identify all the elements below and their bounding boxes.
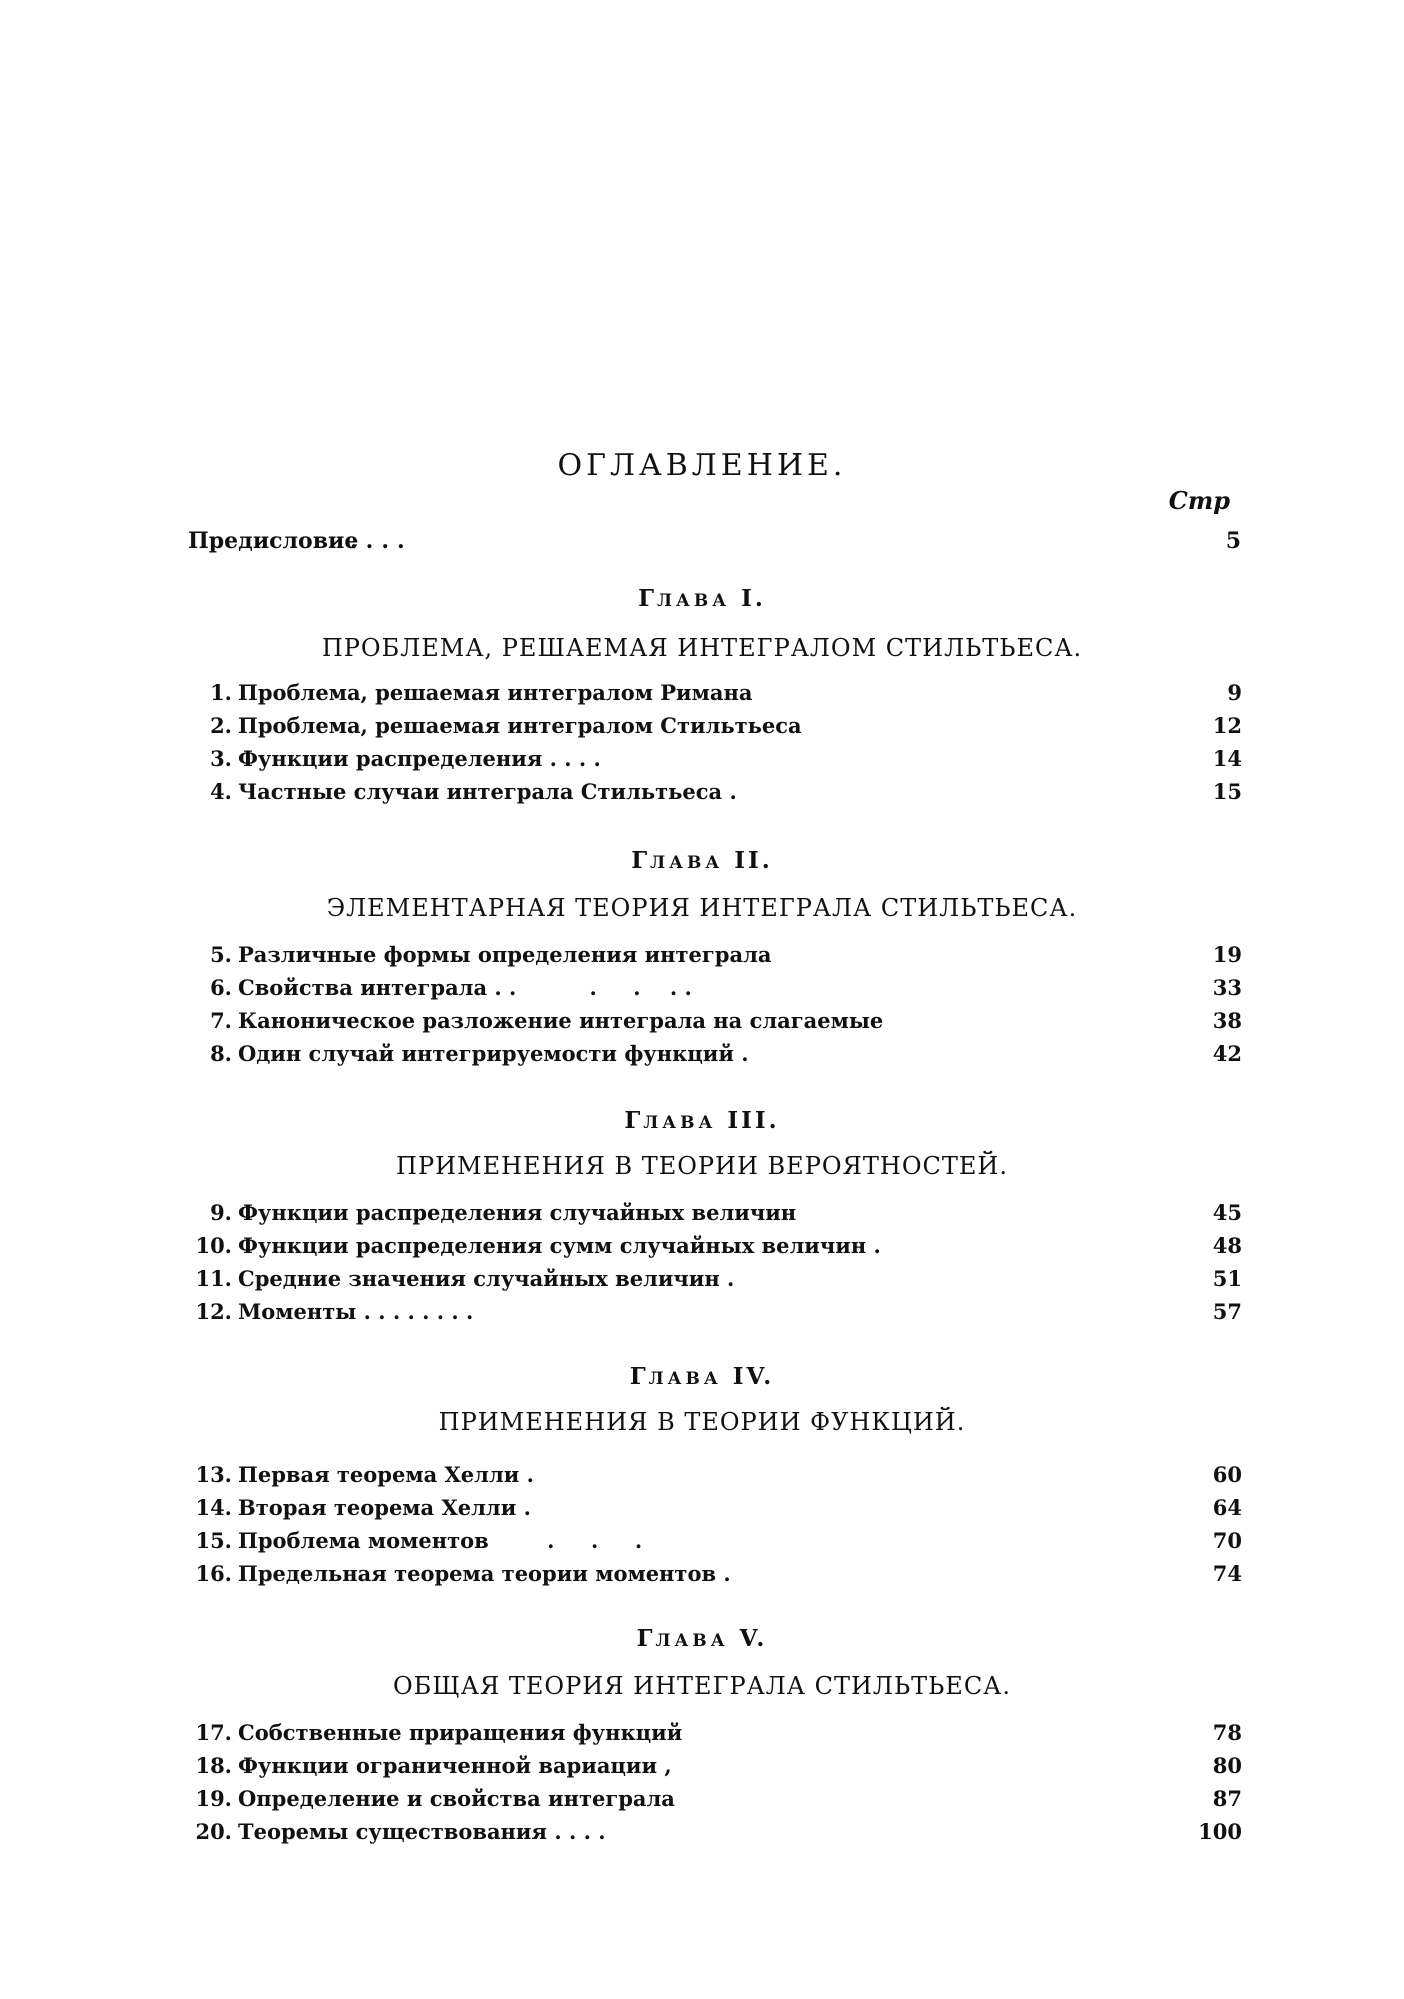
entry-page: 51	[1212, 1266, 1242, 1291]
entry-page: 48	[1212, 1233, 1242, 1258]
chapter-label-initial: Г	[638, 585, 657, 612]
chapter-1-label	[0, 584, 1404, 616]
preface-entry	[188, 526, 1241, 556]
entry-number: 7.	[210, 1008, 232, 1033]
toc-entry	[188, 1491, 1242, 1524]
entry-page: 78	[1212, 1720, 1242, 1745]
entry-number: 6.	[210, 975, 232, 1000]
entry-page: 33	[1212, 975, 1242, 1000]
entry-number: 5.	[210, 942, 232, 967]
chapter-label-initial: Г	[636, 1625, 656, 1652]
toc-entry	[188, 1295, 1242, 1328]
chapter-5-entries	[188, 1716, 1242, 1848]
chapter-label-word: ЛАВА	[657, 591, 731, 611]
chapter-5-label	[0, 1624, 1404, 1656]
entry-title: Проблема, решаемая интегралом Стильтьеса	[238, 713, 802, 738]
chapter-2-label	[0, 846, 1404, 878]
entry-title: Частные случаи интеграла Стильтьеса .	[238, 779, 737, 804]
entry-page: 9	[1227, 680, 1242, 705]
toc-entry	[188, 742, 1242, 775]
chapter-label-number: II.	[734, 847, 773, 874]
entry-page: 15	[1212, 779, 1242, 804]
entry-page: 74	[1212, 1561, 1242, 1586]
entry-page: 14	[1212, 746, 1242, 771]
chapter-2-title: ЭЛЕМЕНТАРНАЯ ТЕОРИЯ ИНТЕГРАЛА СТИЛЬТЬЕСА.	[326, 894, 1078, 922]
entry-number: 19.	[195, 1786, 232, 1811]
chapter-label-initial: Г	[629, 1363, 649, 1390]
entry-title: Теоремы существования . . . .	[238, 1819, 606, 1844]
toc-entry	[188, 971, 1242, 1004]
chapter-label-number: V.	[739, 1625, 768, 1652]
entry-title: Функции ограниченной вариации ,	[238, 1753, 672, 1778]
toc-entry	[188, 709, 1242, 742]
toc-entry	[188, 1458, 1242, 1491]
toc-title: ОГЛАВЛЕНИЕ.	[557, 448, 847, 483]
chapter-4-title: ПРИМЕНЕНИЯ В ТЕОРИИ ФУНКЦИЙ.	[438, 1408, 966, 1436]
entry-page: 38	[1212, 1008, 1242, 1033]
entry-number: 13.	[195, 1462, 232, 1487]
entry-number: 10.	[195, 1233, 232, 1258]
toc-entry	[188, 1196, 1242, 1229]
entry-number: 20.	[195, 1819, 232, 1844]
preface-page: 5	[1225, 528, 1241, 554]
chapter-3-title: ПРИМЕНЕНИЯ В ТЕОРИИ ВЕРОЯТНОСТЕЙ.	[396, 1152, 1008, 1180]
chapter-4-label	[0, 1362, 1404, 1394]
chapter-1-title: ПРОБЛЕМА, РЕШАЕМАЯ ИНТЕГРАЛОМ СТИЛЬТЬЕСА.	[321, 634, 1083, 662]
entry-number: 11.	[195, 1266, 232, 1291]
chapter-3-entries	[188, 1196, 1242, 1328]
entry-title: Определение и свойства интеграла	[238, 1786, 675, 1811]
chapter-label-number: IV.	[732, 1363, 775, 1390]
chapter-4-entries	[188, 1458, 1242, 1590]
page-column-label: Стр	[1168, 486, 1230, 515]
entry-title: Каноническое разложение интеграла на слагаемые	[238, 1008, 884, 1033]
entry-page: 57	[1212, 1299, 1242, 1324]
entry-number: 8.	[210, 1041, 232, 1066]
entry-title: Проблема моментов . . .	[238, 1528, 643, 1553]
entry-number: 3.	[210, 746, 232, 771]
entry-page: 42	[1212, 1041, 1242, 1066]
preface-title: Предисловие	[188, 528, 359, 554]
toc-entry	[188, 1004, 1242, 1037]
toc-entry	[188, 1782, 1242, 1815]
toc-entry	[188, 1557, 1242, 1590]
toc-entry	[188, 1229, 1242, 1262]
chapter-2-entries	[188, 938, 1242, 1070]
chapter-label-word: ЛАВА	[643, 1113, 717, 1133]
toc-entry	[188, 1716, 1242, 1749]
entry-number: 18.	[195, 1753, 232, 1778]
entry-title: Моменты . . . . . . . .	[238, 1299, 474, 1324]
entry-title: Проблема, решаемая интегралом Римана	[238, 680, 753, 705]
entry-number: 14.	[195, 1495, 232, 1520]
chapter-label-word: ЛАВА	[648, 1369, 722, 1389]
toc-entry	[188, 1749, 1242, 1782]
chapter-label-number: I.	[741, 585, 766, 612]
chapter-5-title: ОБЩАЯ ТЕОРИЯ ИНТЕГРАЛА СТИЛЬТЬЕСА.	[393, 1672, 1011, 1700]
entry-number: 1.	[210, 680, 232, 705]
entry-title: Функции распределения случайных величин	[238, 1200, 797, 1225]
entry-number: 15.	[195, 1528, 232, 1553]
entry-title: Свойства интеграла . . . . . .	[238, 975, 692, 1000]
entry-number: 17.	[195, 1720, 232, 1745]
chapter-1-entries	[188, 676, 1242, 808]
toc-entry	[188, 1037, 1242, 1070]
entry-title: Предельная теорема теории моментов .	[238, 1561, 731, 1586]
toc-entry	[188, 938, 1242, 971]
toc-entry	[188, 1815, 1242, 1848]
entry-page: 70	[1212, 1528, 1242, 1553]
entry-title: Функции распределения . . . .	[238, 746, 601, 771]
entry-page: 19	[1212, 942, 1242, 967]
preface-dots: ....	[350, 528, 413, 554]
entry-page: 60	[1212, 1462, 1242, 1487]
entry-page: 100	[1198, 1819, 1242, 1844]
entry-number: 4.	[210, 779, 232, 804]
entry-page: 87	[1212, 1786, 1242, 1811]
chapter-label-word: ЛАВА	[655, 1631, 729, 1651]
chapter-label-initial: Г	[631, 847, 651, 874]
entry-page: 45	[1212, 1200, 1242, 1225]
chapter-3-label	[0, 1106, 1404, 1138]
entry-number: 9.	[210, 1200, 232, 1225]
chapter-label-initial: Г	[624, 1107, 644, 1134]
toc-entry	[188, 1524, 1242, 1557]
entry-title: Собственные приращения функций	[238, 1720, 683, 1745]
entry-title: Один случай интегрируемости функций .	[238, 1041, 749, 1066]
entry-page: 12	[1212, 713, 1242, 738]
chapter-label-number: III.	[727, 1107, 780, 1134]
entry-number: 16.	[195, 1561, 232, 1586]
toc-entry	[188, 1262, 1242, 1295]
entry-title: Средние значения случайных величин .	[238, 1266, 735, 1291]
entry-number: 12.	[195, 1299, 232, 1324]
entry-title: Различные формы определения интеграла	[238, 942, 772, 967]
toc-entry	[188, 775, 1242, 808]
entry-title: Первая теорема Хелли .	[238, 1462, 534, 1487]
chapter-label-word: ЛАВА	[650, 853, 724, 873]
toc-entry	[188, 676, 1242, 709]
entry-page: 80	[1212, 1753, 1242, 1778]
entry-number: 2.	[210, 713, 232, 738]
entry-title: Вторая теорема Хелли .	[238, 1495, 531, 1520]
entry-title: Функции распределения сумм случайных величин .	[238, 1233, 881, 1258]
entry-page: 64	[1212, 1495, 1242, 1520]
